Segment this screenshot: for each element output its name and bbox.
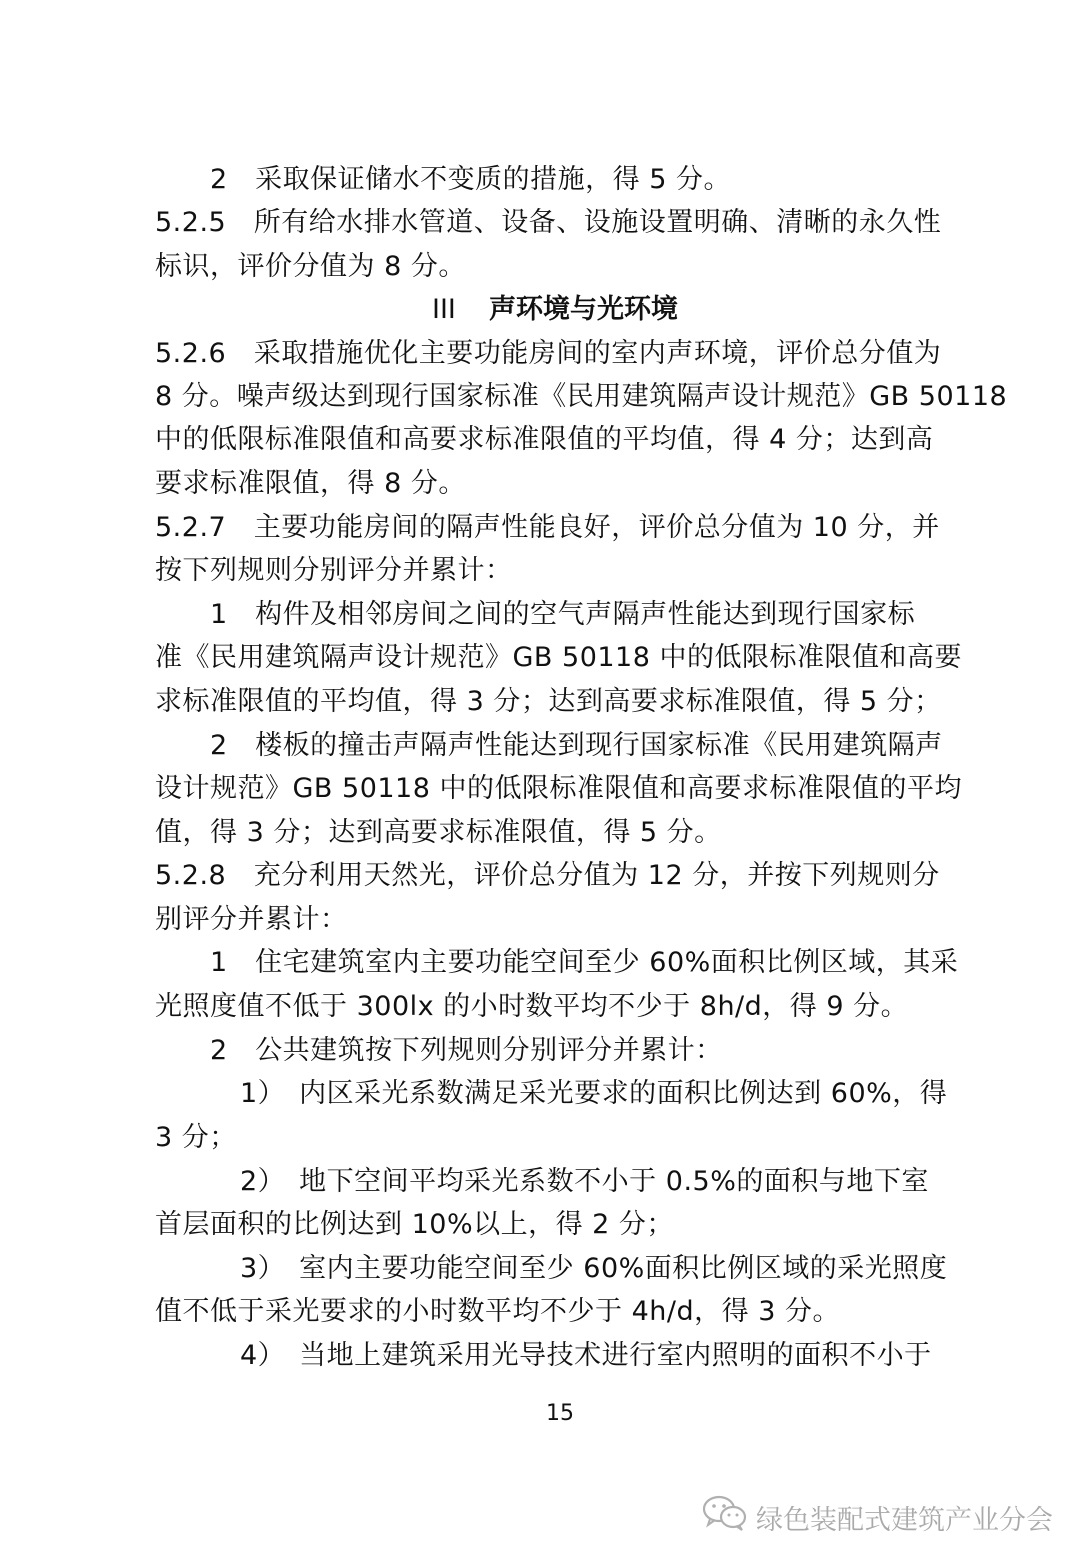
text-line-18: 1 住宅建筑室内主要功能空间至少 60%面积比例区域，其采: [210, 947, 959, 978]
text-line-1: 2 采取保证储水不变质的措施，得 5 分。: [210, 164, 732, 195]
text-line-26: 值不低于采光要求的小时数平均不少于 4h/d，得 3 分。: [155, 1296, 840, 1327]
text-line-22: 3 分；: [155, 1122, 237, 1153]
section-numeral: III: [432, 294, 456, 325]
section-title: 声环境与光环境: [489, 294, 678, 325]
text-line-24: 首层面积的比例达到 10%以上，得 2 分；: [155, 1209, 674, 1240]
text-line-5: 8 分。噪声级达到现行国家标准《民用建筑隔声设计规范》GB 50118: [155, 381, 1008, 412]
clause-5-2-7: 5.2.7 主要功能房间的隔声性能良好，评价总分值为 10 分，并: [155, 512, 940, 543]
wechat-icon: [702, 1494, 756, 1549]
clause-5-2-5: 5.2.5 所有给水排水管道、设备、设施设置明确、清晰的永久性: [155, 207, 942, 238]
text-line-20: 2 公共建筑按下列规则分别评分并累计：: [210, 1035, 723, 1066]
text-line-10: 1 构件及相邻房间之间的空气声隔声性能达到现行国家标: [210, 599, 916, 630]
text-line-17: 别评分并累计：: [155, 904, 348, 935]
text-line-7: 要求标准限值，得 8 分。: [155, 468, 466, 499]
text-line-12: 求标准限值的平均值，得 3 分；达到高要求标准限值，得 5 分；: [155, 686, 942, 717]
clause-5-2-6: 5.2.6 采取措施优化主要功能房间的室内声环境，评价总分值为: [155, 338, 942, 369]
text-line-25: 3） 室内主要功能空间至少 60%面积比例区域的采光照度: [240, 1253, 948, 1284]
text-line-9: 按下列规则分别评分并累计：: [155, 555, 513, 586]
page-number: 15: [546, 1401, 574, 1426]
text-line-21: 1） 内区采光系数满足采光要求的面积比例达到 60%，得: [240, 1078, 948, 1109]
text-line-13: 2 楼板的撞击声隔声性能达到现行国家标准《民用建筑隔声: [210, 730, 943, 761]
watermark-text: 绿色装配式建筑产业分会: [756, 1505, 1053, 1536]
section-heading: [0, 288, 1080, 332]
text-line-27: 4） 当地上建筑采用光导技术进行室内照明的面积不小于: [240, 1340, 932, 1371]
text-line-6: 中的低限标准限值和高要求标准限值的平均值，得 4 分；达到高: [155, 424, 934, 455]
text-line-14: 设计规范》GB 50118 中的低限标准限值和高要求标准限值的平均: [155, 773, 963, 804]
text-line-15: 值，得 3 分；达到高要求标准限值，得 5 分。: [155, 817, 722, 848]
text-line-3: 标识，评价分值为 8 分。: [155, 251, 466, 282]
clause-5-2-8: 5.2.8 充分利用天然光，评价总分值为 12 分，并按下列规则分: [155, 860, 940, 891]
text-line-23: 2） 地下空间平均采光系数不小于 0.5%的面积与地下室: [240, 1166, 929, 1197]
text-line-19: 光照度值不低于 300lx 的小时数平均不少于 8h/d，得 9 分。: [155, 991, 909, 1022]
watermark: [702, 1496, 1053, 1546]
text-line-11: 准《民用建筑隔声设计规范》GB 50118 中的低限标准限值和高要: [155, 642, 963, 673]
